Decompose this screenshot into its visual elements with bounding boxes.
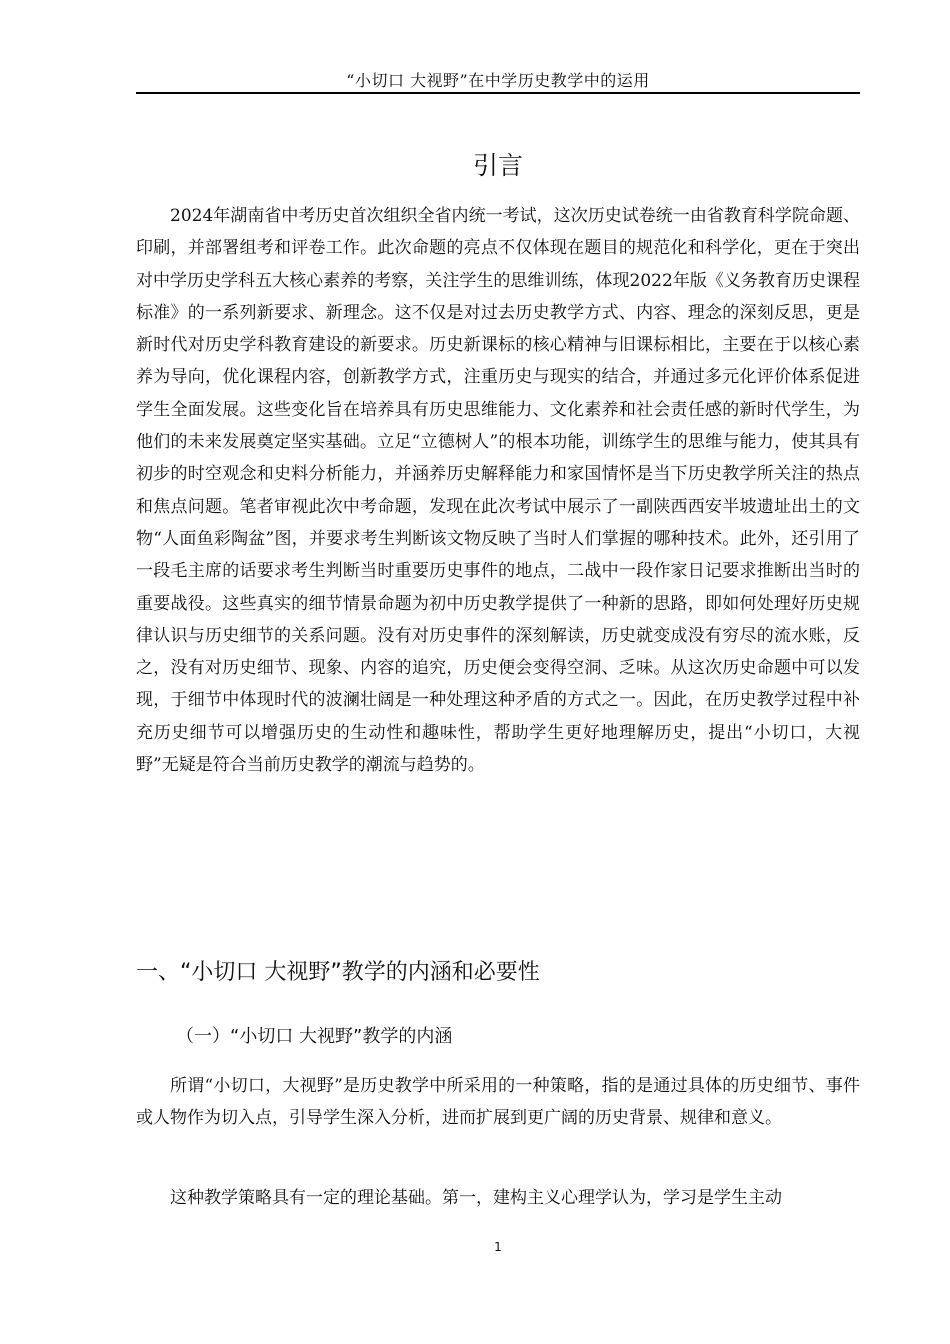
header-rule [136,92,860,94]
definition-paragraph: 所谓“小切口，大视野”是历史教学中所采用的一种策略，指的是通过具体的历史细节、事件或人物作为切入点，引导学生深入分析，进而扩展到更广阔的历史背景、规律和意义。 [136,1076,860,1129]
section-heading: 一、“小切口 大视野”教学的内涵和必要性 [136,960,540,985]
intro-paragraph: 2024年湖南省中考历史首次组织全省内统一考试，这次历史试卷统一由省教育科学院命题、印刷，并部署组考和评卷工作。此次命题的亮点不仅体现在题目的规范化和科学化，更在于突出对中学历史学科五大核心素养的考察，关注学生的思维训练，体现2022年版《义务教育历史课程标准》的一系列新要求、新理念。这不仅是对过去历史教学方式、内容、理念的深刻反思，更是新时代对历史学科教育建设的新要求。历史新课标的核心精神与旧课标相比，主要在于以核心素养为导向，优化课程内容，创新教学方式，注重历史与现实的结合，并通过多元化评价体系促进学生全面发展。这些变化旨在培养具有历史思维能力、文化素养和社会责任感的新时代学生，为他们的未来发展奠定坚实基础。立足“立德树人”的根本功能，训练学生的思维与能力，使其具有初步的时空观念和史料分析能力，并涵养历史解释能力和家国情怀是当下历史教学所关注的热点和焦点问题。笔者审视此次中考命题，发现在此次考试中展示了一副陕西西安半坡遗址出土的文物“人面鱼彩陶盆”图，并要求考生判断该文物反映了当时人们掌握的哪种技术。此外，还引用了一段毛主席的话要求考生判断当时重要历史事件的地点，二战中一段作家日记要求推断出当时的重要战役。这些真实的细节情景命题为初中历史教学提供了一种新的思路，即如何处理好历史规律认识与历史细节的关系问题。没有对历史事件的深刻解读，历史就变成没有穷尽的流水账，反之，没有对历史细节、现象、内容的追究，历史便会变得空洞、乏味。从这次历史命题中可以发现，于细节中体现时代的波澜壮阔是一种处理这种矛盾的方式之一。因此，在历史教学过程中补充历史细节可以增强历史的生动性和趣味性，帮助学生更好地理解历史，提出“小切口，大视野”无疑是符合当前历史教学的潮流与趋势的。 [136,206,860,776]
theory-paragraph: 这种教学策略具有一定的理论基础。第一，建构主义心理学认为，学习是学生主动 [170,1188,782,1208]
subsection-heading: （一）“小切口 大视野”教学的内涵 [176,1026,453,1047]
intro-title: 引言 [472,151,523,180]
page-number: 1 [494,1240,502,1254]
running-header: “小切口 大视野”在中学历史教学中的运用 [346,71,650,90]
